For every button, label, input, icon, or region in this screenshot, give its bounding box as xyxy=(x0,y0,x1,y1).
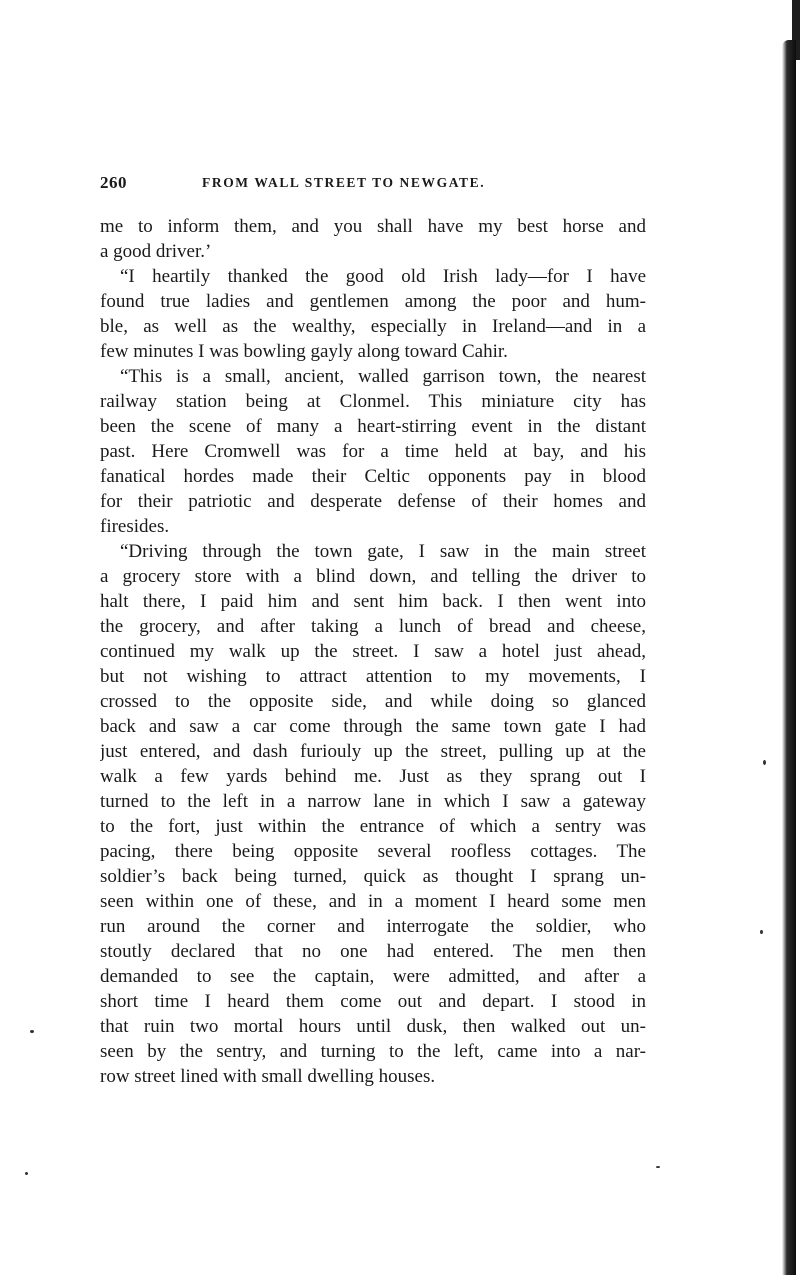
text-line: for their patriotic and desperate defense of their homes and xyxy=(100,491,646,512)
text-line: demanded to see the captain, were admitted, and after a xyxy=(100,966,646,987)
scan-speck xyxy=(656,1166,660,1168)
binding-edge-shadow xyxy=(782,40,796,1275)
text-line: firesides. xyxy=(100,516,170,537)
text-line: “Driving through the town gate, I saw in the main street xyxy=(120,541,646,562)
text-line: soldier’s back being turned, quick as thought I sprang un- xyxy=(100,866,646,887)
text-line: turned to the left in a narrow lane in which I saw a gateway xyxy=(100,791,646,812)
text-line: but not wishing to attract attention to my movements, I xyxy=(100,666,646,687)
text-line: back and saw a car come through the same town gate I had xyxy=(100,716,646,737)
text-line: halt there, I paid him and sent him back. I then went into xyxy=(100,591,646,612)
page-binding-edge xyxy=(780,0,806,1275)
page-header xyxy=(100,173,646,197)
text-line: found true ladies and gentlemen among the poor and hum- xyxy=(100,291,646,312)
text-line: stoutly declared that no one had entered. The men then xyxy=(100,941,646,962)
text-line: the grocery, and after taking a lunch of bread and cheese, xyxy=(100,616,646,637)
text-line: seen by the sentry, and turning to the left, came into a nar- xyxy=(100,1041,646,1062)
text-line: pacing, there being opposite several roofless cottages. The xyxy=(100,841,646,862)
text-line: few minutes I was bowling gayly along toward Cahir. xyxy=(100,341,508,362)
text-line: railway station being at Clonmel. This miniature city has xyxy=(100,391,646,412)
text-line: that ruin two mortal hours until dusk, then walked out un- xyxy=(100,1016,646,1037)
running-head: FROM WALL STREET TO NEWGATE. xyxy=(202,175,486,190)
text-line: a good driver.’ xyxy=(100,241,212,262)
text-line: just entered, and dash furiouly up the street, pulling up at the xyxy=(100,741,646,762)
text-line: a grocery store with a blind down, and telling the driver to xyxy=(100,566,646,587)
text-line: crossed to the opposite side, and while doing so glanced xyxy=(100,691,646,712)
text-line: fanatical hordes made their Celtic opponents pay in blood xyxy=(100,466,646,487)
page-number: 260 xyxy=(100,173,127,192)
scan-speck xyxy=(760,930,763,934)
scan-speck xyxy=(25,1172,28,1175)
text-line: to the fort, just within the entrance of which a sentry was xyxy=(100,816,646,837)
text-line: seen within one of these, and in a moment I heard some men xyxy=(100,891,646,912)
text-line: past. Here Cromwell was for a time held at bay, and his xyxy=(100,441,646,462)
scan-speck xyxy=(763,760,766,765)
text-line: “I heartily thanked the good old Irish lady—for I have xyxy=(120,266,646,287)
text-line: been the scene of many a heart-stirring event in the distant xyxy=(100,416,646,437)
scan-speck xyxy=(30,1030,34,1033)
text-line: continued my walk up the street. I saw a hotel just ahead, xyxy=(100,641,646,662)
text-line: walk a few yards behind me. Just as they sprang out I xyxy=(100,766,646,787)
text-line: me to inform them, and you shall have my best horse and xyxy=(100,216,646,237)
text-line: row street lined with small dwelling houses. xyxy=(100,1066,436,1087)
text-line: “This is a small, ancient, walled garrison town, the nearest xyxy=(120,366,646,387)
body-text xyxy=(100,214,646,1089)
text-line: short time I heard them come out and depart. I stood in xyxy=(100,991,646,1012)
text-line: ble, as well as the wealthy, especially in Ireland—and in a xyxy=(100,316,646,337)
text-line: run around the corner and interrogate the soldier, who xyxy=(100,916,646,937)
